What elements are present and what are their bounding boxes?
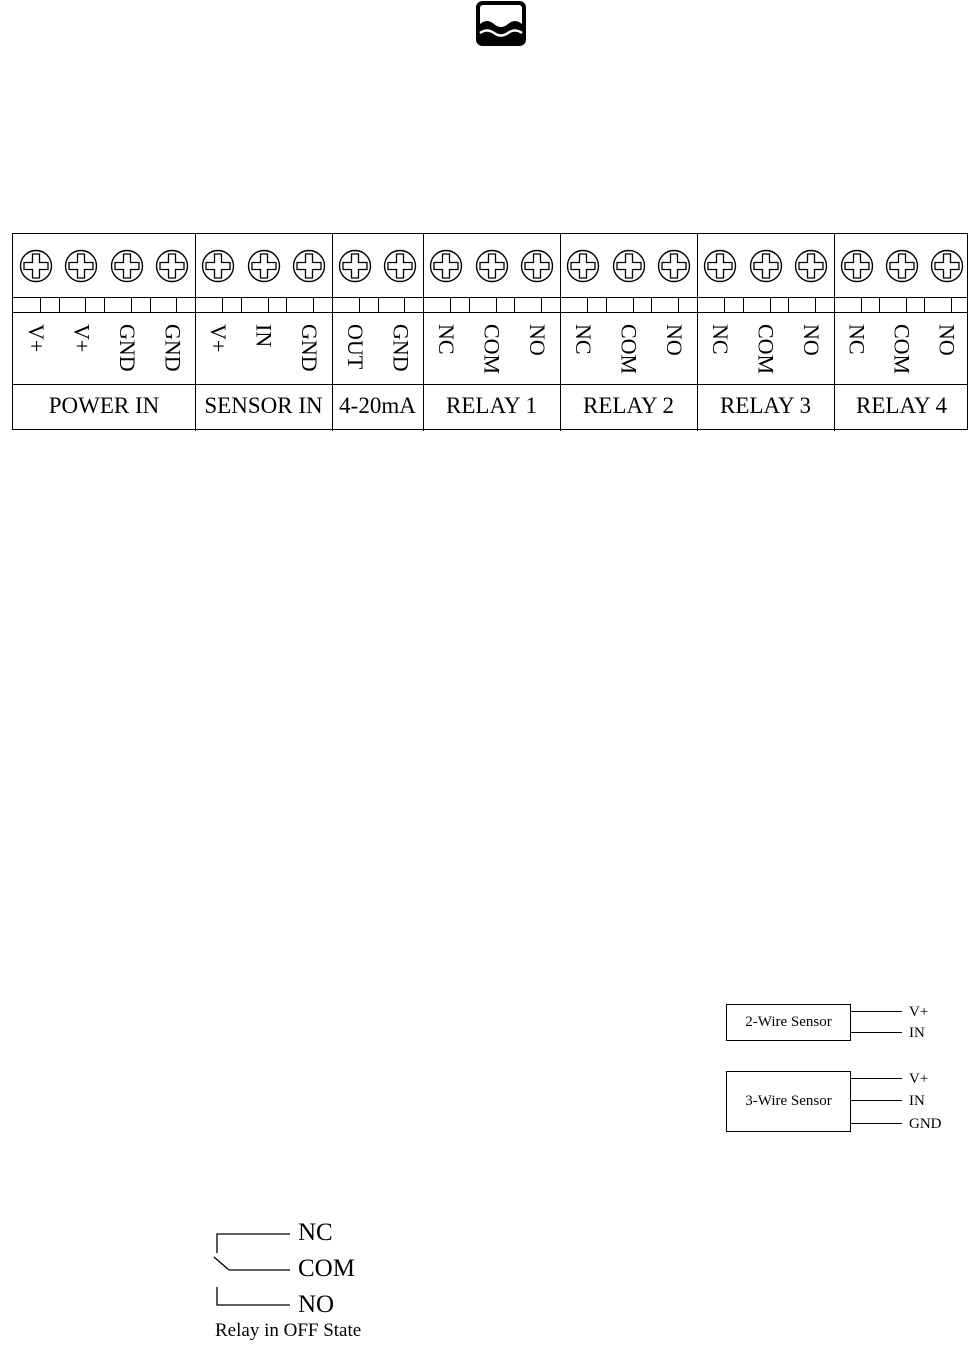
tab-separator bbox=[906, 298, 907, 312]
pin-label: NO bbox=[799, 324, 825, 356]
tab-separator bbox=[924, 298, 925, 312]
tab-separator bbox=[359, 298, 360, 312]
tab-separator bbox=[176, 298, 177, 312]
group-label: RELAY 4 bbox=[856, 393, 947, 418]
tab-separator bbox=[951, 298, 952, 312]
tab-separator bbox=[861, 298, 862, 312]
screw-terminal-icon[interactable] bbox=[110, 249, 144, 283]
two-wire-sensor-label: 2-Wire Sensor bbox=[745, 1014, 832, 1030]
tab-separator bbox=[404, 298, 405, 312]
tab-separator bbox=[633, 298, 634, 312]
screw-terminal-icon[interactable] bbox=[247, 249, 281, 283]
terminal-block bbox=[12, 233, 968, 430]
screw-terminal-icon[interactable] bbox=[749, 249, 783, 283]
screw-terminal-icon[interactable] bbox=[475, 249, 509, 283]
relay-label-nc: NC bbox=[298, 1219, 333, 1246]
tab-separator bbox=[743, 298, 744, 312]
pin-label: COM bbox=[753, 324, 779, 375]
three-wire-sensor-label: 3-Wire Sensor bbox=[745, 1093, 832, 1109]
screw-terminal-icon[interactable] bbox=[64, 249, 98, 283]
three-wire-label-in: IN bbox=[909, 1093, 925, 1109]
screw-terminal-icon[interactable] bbox=[429, 249, 463, 283]
screw-terminal-icon[interactable] bbox=[201, 249, 235, 283]
tab-separator bbox=[85, 298, 86, 312]
tab-separator bbox=[131, 298, 132, 312]
three-wire-wire-gnd bbox=[851, 1123, 902, 1124]
screw-terminal-icon[interactable] bbox=[338, 249, 372, 283]
group-label: RELAY 1 bbox=[446, 393, 537, 418]
pin-label: COM bbox=[616, 324, 642, 375]
tab-separator bbox=[724, 298, 725, 312]
pin-label: GND bbox=[160, 324, 186, 372]
pin-label: NO bbox=[525, 324, 551, 356]
screw-terminal-icon[interactable] bbox=[155, 249, 189, 283]
tab-separator bbox=[222, 298, 223, 312]
pin-label: NC bbox=[570, 324, 596, 355]
relay-label-no: NO bbox=[298, 1291, 335, 1318]
screw-terminal-icon[interactable] bbox=[520, 249, 554, 283]
group-label: SENSOR IN bbox=[204, 393, 323, 418]
pin-label: NC bbox=[844, 324, 870, 355]
pin-label: GND bbox=[388, 324, 414, 372]
tab-separator bbox=[879, 298, 880, 312]
tab-separator bbox=[651, 298, 652, 312]
tab-separator bbox=[378, 298, 379, 312]
relay-label-com: COM bbox=[298, 1255, 355, 1282]
screw-terminal-icon[interactable] bbox=[657, 249, 691, 283]
relay-switch-diagram bbox=[205, 1215, 295, 1315]
tab-separator bbox=[450, 298, 451, 312]
screw-terminal-icon[interactable] bbox=[794, 249, 828, 283]
three-wire-sensor-box bbox=[726, 1071, 851, 1132]
two-wire-wire-vplus bbox=[851, 1011, 902, 1012]
pin-label: GND bbox=[114, 324, 140, 372]
pin-label: NO bbox=[662, 324, 688, 356]
pin-label: OUT bbox=[342, 324, 368, 370]
tab-separator bbox=[514, 298, 515, 312]
pin-label: NC bbox=[707, 324, 733, 355]
tab-separator bbox=[286, 298, 287, 312]
three-wire-label-gnd: GND bbox=[909, 1116, 942, 1132]
tab-separator bbox=[150, 298, 151, 312]
screw-terminal-icon[interactable] bbox=[703, 249, 737, 283]
tab-separator bbox=[241, 298, 242, 312]
three-wire-wire-in bbox=[851, 1100, 902, 1101]
tab-separator bbox=[496, 298, 497, 312]
screw-terminal-icon[interactable] bbox=[566, 249, 600, 283]
screw-terminal-icon[interactable] bbox=[840, 249, 874, 283]
group-label: RELAY 3 bbox=[720, 393, 811, 418]
screw-terminal-icon[interactable] bbox=[612, 249, 646, 283]
screw-terminal-icon[interactable] bbox=[19, 249, 53, 283]
pin-label: COM bbox=[479, 324, 505, 375]
tab-separator bbox=[606, 298, 607, 312]
pin-label: NO bbox=[934, 324, 960, 356]
tab-separator bbox=[59, 298, 60, 312]
tab-separator bbox=[313, 298, 314, 312]
pin-label: IN bbox=[251, 324, 277, 348]
screw-terminal-icon[interactable] bbox=[930, 249, 964, 283]
pin-label: NC bbox=[433, 324, 459, 355]
two-wire-sensor-box bbox=[726, 1004, 851, 1041]
tab-separator bbox=[815, 298, 816, 312]
screw-terminal-icon[interactable] bbox=[383, 249, 417, 283]
pin-label: GND bbox=[297, 324, 323, 372]
pin-label: COM bbox=[889, 324, 915, 375]
group-label: POWER IN bbox=[48, 393, 160, 418]
screw-terminal-icon[interactable] bbox=[292, 249, 326, 283]
group-label: RELAY 2 bbox=[583, 393, 674, 418]
tab-separator bbox=[770, 298, 771, 312]
three-wire-label-vplus: V+ bbox=[909, 1071, 929, 1087]
screw-terminal-icon[interactable] bbox=[885, 249, 919, 283]
tab-separator bbox=[678, 298, 679, 312]
two-wire-label-in: IN bbox=[909, 1025, 925, 1041]
group-label: 4-20mA bbox=[339, 393, 416, 418]
tab-separator bbox=[40, 298, 41, 312]
two-wire-wire-in bbox=[851, 1032, 902, 1033]
pin-label: V+ bbox=[69, 324, 95, 353]
tab-separator bbox=[788, 298, 789, 312]
tab-separator bbox=[104, 298, 105, 312]
relay-caption: Relay in OFF State bbox=[215, 1320, 362, 1341]
pin-label: V+ bbox=[205, 324, 231, 353]
tab-separator bbox=[541, 298, 542, 312]
tab-separator bbox=[469, 298, 470, 312]
wave-logo-icon bbox=[475, 0, 527, 47]
three-wire-wire-vplus bbox=[851, 1078, 902, 1079]
two-wire-label-vplus: V+ bbox=[909, 1004, 929, 1020]
tab-separator bbox=[268, 298, 269, 312]
terminal-tab-row bbox=[13, 297, 967, 313]
tab-separator bbox=[587, 298, 588, 312]
pin-label: V+ bbox=[23, 324, 49, 353]
